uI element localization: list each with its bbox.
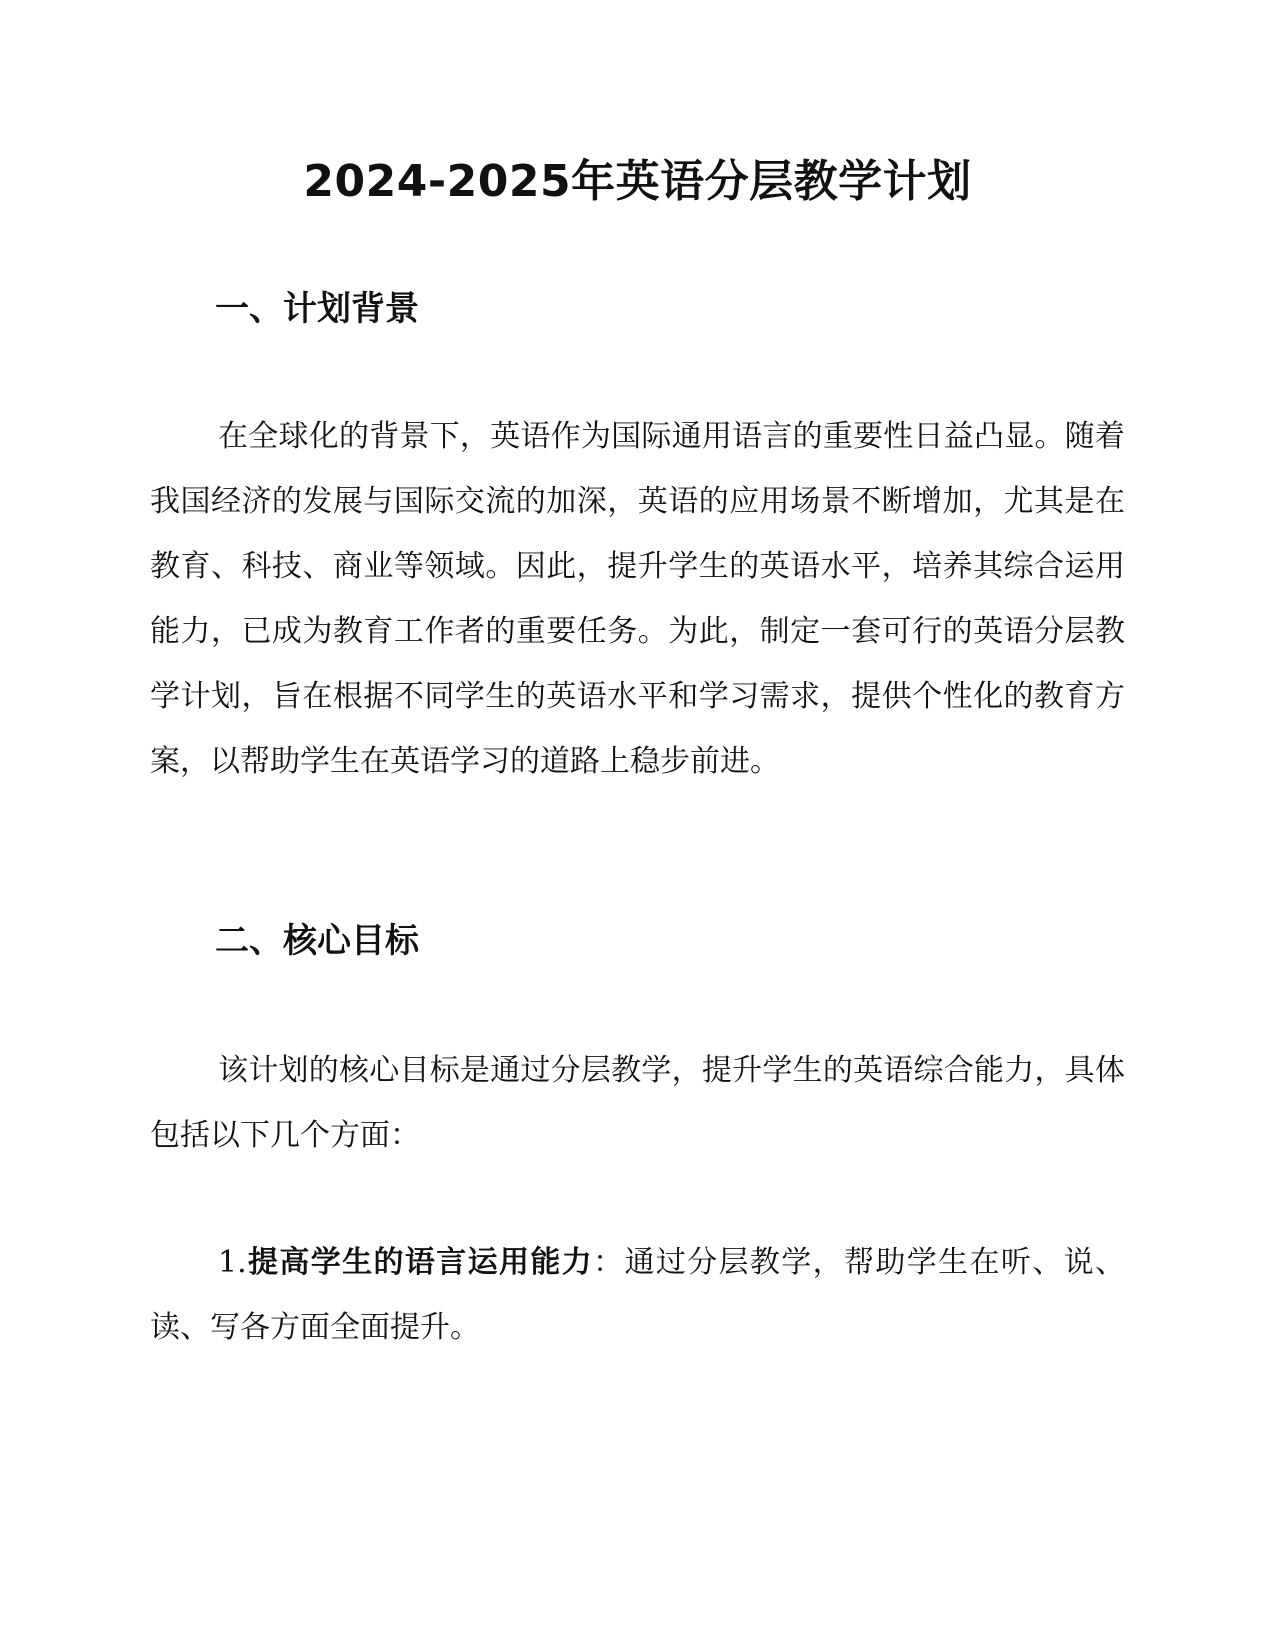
goal-item — [150, 1230, 1125, 1360]
section-heading-background: 一、计划背景 — [215, 289, 419, 329]
goal-item-number: 1. — [218, 1245, 247, 1280]
goals-intro-paragraph: 该计划的核心目标是通过分层教学，提升学生的英语综合能力，具体包括以下几个方面： — [150, 1053, 1125, 1153]
section-heading-goals: 二、核心目标 — [215, 921, 419, 961]
goal-item-text: ：通过分层教学，帮助学生在听、说、读、写各方面全面提升。 — [150, 1245, 1126, 1345]
goal-item-label: 提高学生的语言运用能力 — [246, 1245, 594, 1280]
background-paragraph: 在全球化的背景下，英语作为国际通用语言的重要性日益凸显。随着我国经济的发展与国际交流的加深，英语的应用场景不断增加，尤其是在教育、科技、商业等领域。因此，提升学生的英语水平，培养其综合运用能力，已成为教育工作者的重要任务。为此，制定一套可行的英语分层教学计划，旨在根据不同学生的英语水平和学习需求，提供个性化的教育方案，以帮助学生在英语学习的道路上稳步前进。 — [150, 419, 1125, 779]
document-title: 2024-2025年英语分层教学计划 — [303, 156, 972, 207]
